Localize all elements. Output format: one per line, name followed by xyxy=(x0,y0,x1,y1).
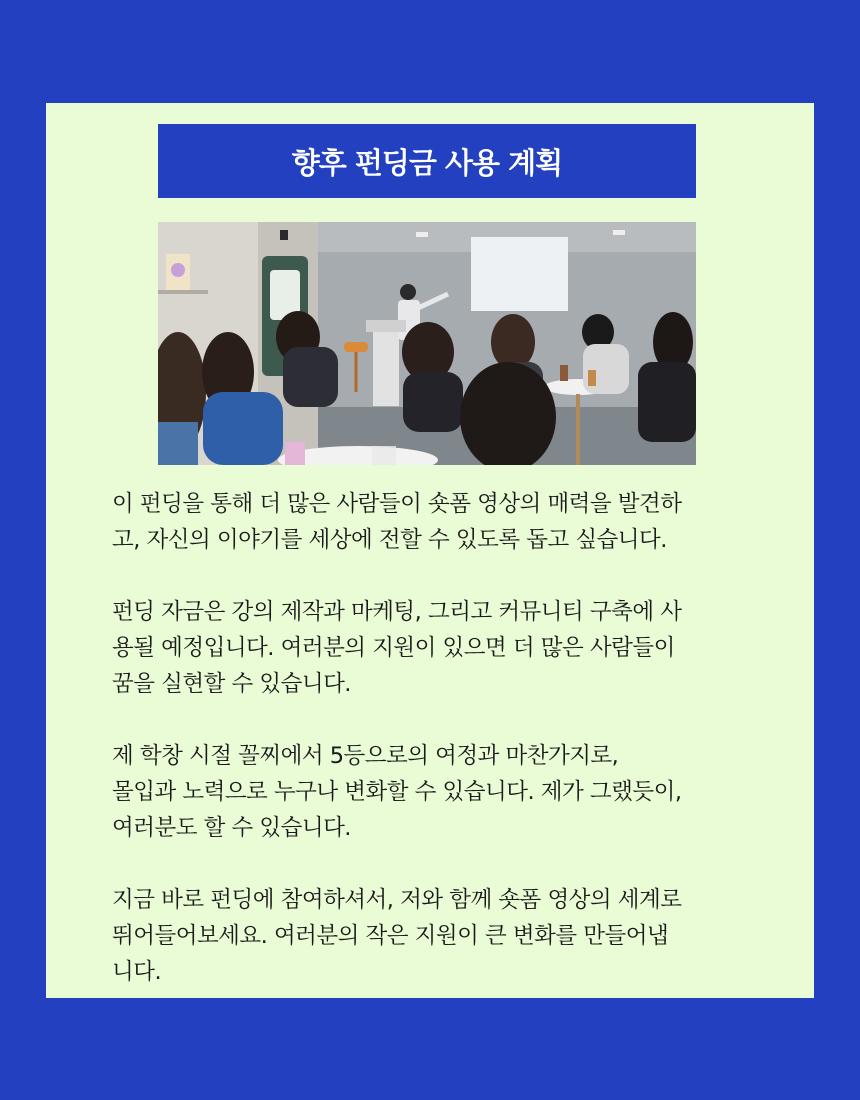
paragraph-line: 용될 예정입니다. 여러분의 지원이 있으면 더 많은 사람들이 xyxy=(112,635,675,661)
paragraph-2 xyxy=(112,594,792,702)
title-banner xyxy=(158,124,696,198)
paragraph-3 xyxy=(112,738,792,846)
paragraph-4 xyxy=(112,882,792,990)
paragraph-line: 이 펀딩을 통해 더 많은 사람들이 숏폼 영상의 매력을 발견하 xyxy=(112,491,682,517)
body-text xyxy=(112,486,792,990)
paragraph-line: 몰입과 노력으로 누구나 변화할 수 있습니다. 제가 그랬듯이, xyxy=(112,779,682,805)
paragraph-line: 펀딩 자금은 강의 제작과 마케팅, 그리고 커뮤니티 구축에 사 xyxy=(112,599,682,625)
paragraph-line: 제 학창 시절 꼴찌에서 5등으로의 여정과 마찬가지로, xyxy=(112,743,619,769)
paragraph-line: 뛰어들어보세요. 여러분의 작은 지원이 큰 변화를 만들어냅 xyxy=(112,923,669,949)
content-card xyxy=(46,103,814,998)
paragraph-line: 니다. xyxy=(112,959,162,985)
paragraph-1 xyxy=(112,486,792,558)
paragraph-line: 고, 자신의 이야기를 세상에 전할 수 있도록 돕고 싶습니다. xyxy=(112,527,667,553)
paragraph-line: 여러분도 할 수 있습니다. xyxy=(112,815,351,841)
page-title: 향후 펀딩금 사용 계획 xyxy=(291,145,563,180)
presentation-photo xyxy=(158,222,696,465)
paragraph-line: 지금 바로 펀딩에 참여하셔서, 저와 함께 숏폼 영상의 세계로 xyxy=(112,887,682,913)
paragraph-line: 꿈을 실현할 수 있습니다. xyxy=(112,671,351,697)
